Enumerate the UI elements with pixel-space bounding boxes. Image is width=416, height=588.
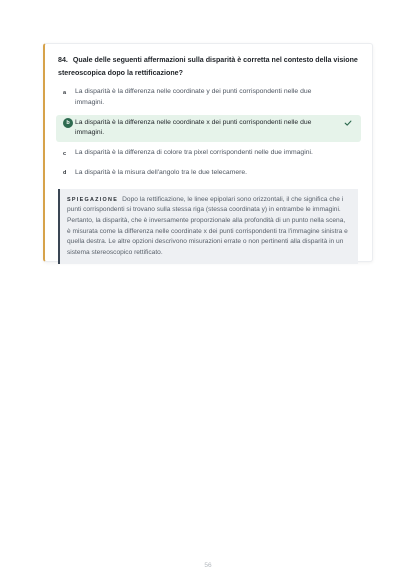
option-d[interactable] <box>56 165 361 182</box>
option-letter: c <box>63 150 67 157</box>
question-text <box>58 54 361 79</box>
option-letter-badge: b <box>63 118 73 128</box>
option-b-correct[interactable] <box>56 115 361 143</box>
option-text: La disparità è la misura dell'angolo tra le due telecamere. <box>75 168 248 176</box>
checkmark-icon <box>344 119 352 127</box>
option-letter: d <box>63 170 67 177</box>
option-text: La disparità è la differenza di colore tra pixel corrispondenti nelle due immagini. <box>75 149 313 157</box>
answer-options <box>56 84 361 182</box>
question-card <box>43 43 373 262</box>
option-text: La disparità è la differenza nelle coordinate x dei punti corrispondenti nelle due immagini. <box>75 118 312 137</box>
explanation-label: SPIEGAZIONE <box>67 196 119 203</box>
option-letter: a <box>63 89 67 96</box>
explanation-box <box>58 189 358 265</box>
explanation-text: Dopo la rettificazione, le linee epipolari sono orizzontali, il che significa che i punti corrispondenti si trovano sulla stessa riga (stessa coordinata y) in entrambe le immagini. Pertanto, la disparità, che è inversamente proporzionale alla profondità di un punto nella scena, è misurata come la differenza nelle coordinate x dei punti corrispondenti tra l'immagine sinistra e quella destra. Le altre opzioni descrivono misurazioni errate o non pertinenti alla disparità in un sistema stereoscopico rettificato. <box>67 195 348 256</box>
option-c[interactable] <box>56 145 361 162</box>
question-body: Quale delle seguenti affermazioni sulla disparità è corretta nel contesto della visione stereoscopica dopo la rettificazione? <box>58 56 358 77</box>
option-text: La disparità è la differenza nelle coordinate y dei punti corrispondenti nelle due immagini. <box>75 88 312 106</box>
page-number: 56 <box>204 562 212 569</box>
question-number: 84. <box>58 56 68 64</box>
explanation-paragraph <box>67 195 350 259</box>
option-a[interactable] <box>56 84 361 112</box>
